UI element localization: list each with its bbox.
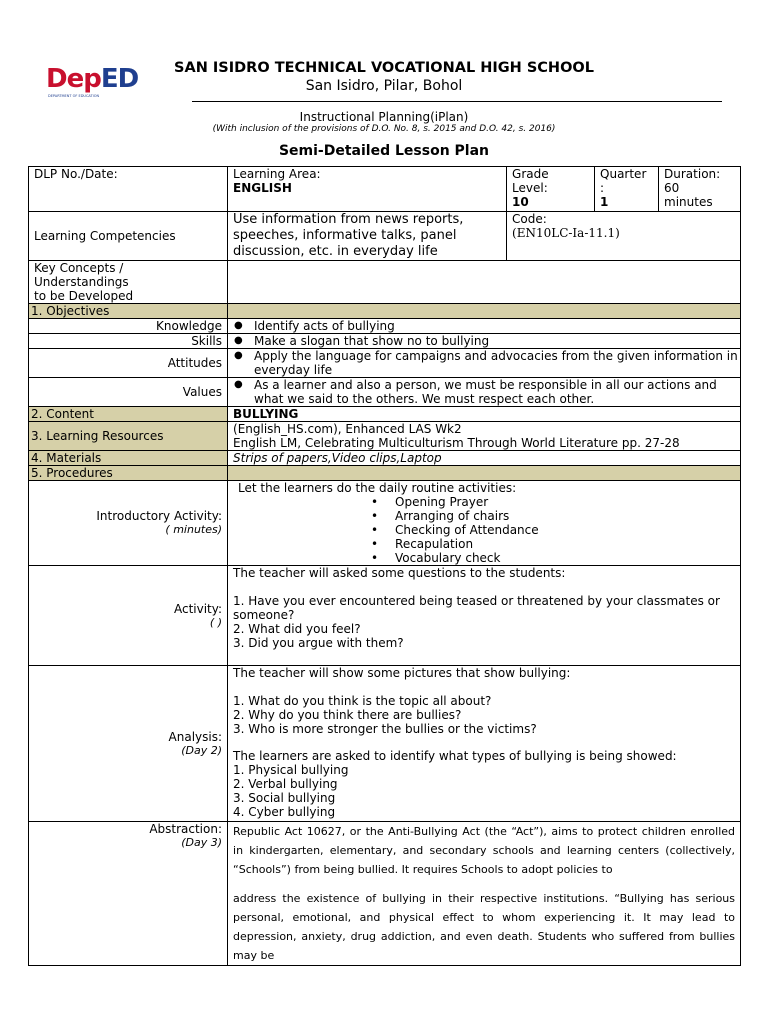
key-concepts-row (29, 261, 741, 304)
header-divider (192, 101, 722, 102)
content-value: BULLYING (228, 407, 741, 422)
lesson-plan-table (28, 166, 741, 966)
activity-content: The teacher will asked some questions to the students: 1. Have you ever encountered being teased or threatened by your classmates or someone? 2. What did you feel? 3. Did you argue with them? (228, 566, 741, 666)
objectives-heading: 1. Objectives (29, 304, 228, 319)
bullet-icon: ● (234, 350, 243, 361)
school-name: SAN ISIDRO TECHNICAL VOCATIONAL HIGH SCHOOL (174, 60, 594, 76)
attitudes-row (29, 349, 741, 378)
grade-cell: Grade Level: 10 (507, 167, 595, 212)
introductory-content: Let the learners do the daily routine activities: • Opening Prayer • Arranging of chairs • Checking of Attendance • Recapulation • Vocabulary check (228, 481, 741, 566)
abstraction-label: Abstraction: (Day 3) (29, 822, 228, 966)
abstraction-content: Republic Act 10627, or the Anti-Bullying Act (the “Act”), aims to protect children enrolled in kindergarten, elementary, and secondary schools and learning centers (collectively, “Schools”) from being bullied. It requires Schools to adopt policies to address the existence of bullying in their respective institutions. “Bullying has serious personal, emotional, and physical effect to whom experiencing it. It may lead to depression, anxiety, drug addiction, and even death. Students who suffered from bullies may be (228, 822, 741, 966)
values-text: As a learner and also a person, we must be responsible in all our actions and what we said to the others. We must respect each other. (254, 378, 717, 406)
resources-heading: 3. Learning Resources (29, 422, 228, 451)
resources-value: (English_HS.com), Enhanced LAS Wk2 English LM, Celebrating Multiculturism Through World Literature pp. 27-28 (228, 422, 741, 451)
knowledge-row (29, 319, 741, 334)
knowledge-label: Knowledge (29, 319, 228, 334)
list-item: • Opening Prayer (371, 495, 735, 509)
skills-text: Make a slogan that show no to bullying (254, 334, 490, 348)
competencies-label: Learning Competencies (29, 212, 228, 261)
key-concepts-label: Key Concepts / Understandings to be Developed (29, 261, 228, 304)
objectives-header-row (29, 304, 741, 319)
analysis-content: The teacher will show some pictures that show bullying: 1. What do you think is the topic all about? 2. Why do you think there are bullies? 3. Who is more stronger the bullies or the victims? The learners are asked to identify what types of bullying is being showed: 1. Physical bullying 2. Verbal bullying 3. Social bullying 4. Cyber bullying (228, 666, 741, 822)
knowledge-text: Identify acts of bullying (254, 319, 395, 333)
values-label: Values (29, 378, 228, 407)
skills-row (29, 334, 741, 349)
competencies-row (29, 212, 741, 261)
quarter-cell: Quarter : 1 (595, 167, 659, 212)
introductory-row (29, 481, 741, 566)
code-cell: Code: (EN10LC-Ia-11.1) (507, 212, 741, 261)
learning-area-cell: Learning Area: ENGLISH (228, 167, 507, 212)
document-title: Semi-Detailed Lesson Plan (278, 143, 490, 159)
skills-label: Skills (29, 334, 228, 349)
activity-row (29, 566, 741, 666)
procedures-header-row (29, 466, 741, 481)
list-item: • Vocabulary check (371, 551, 735, 565)
materials-value: Strips of papers,Video clips,Laptop (228, 451, 741, 466)
materials-row (29, 451, 741, 466)
attitudes-label: Attitudes (29, 349, 228, 378)
analysis-label: Analysis: (Day 2) (29, 666, 228, 822)
bullet-icon: ● (234, 335, 243, 346)
attitudes-text: Apply the language for campaigns and advocacies from the given information in everyday life (254, 349, 738, 377)
values-row (29, 378, 741, 407)
bullet-icon: ● (234, 379, 243, 390)
list-item: • Checking of Attendance (371, 523, 735, 537)
bullet-icon: ● (234, 320, 243, 331)
dlp-cell: DLP No./Date: (29, 167, 228, 212)
provision-note: (With inclusion of the provisions of D.O. No. 8, s. 2015 and D.O. 42, s. 2016) (212, 124, 556, 134)
activity-label: Activity: ( ) (29, 566, 228, 666)
procedures-heading: 5. Procedures (29, 466, 228, 481)
school-address: San Isidro, Pilar, Bohol (305, 78, 463, 94)
materials-heading: 4. Materials (29, 451, 228, 466)
content-heading: 2. Content (29, 407, 228, 422)
competencies-text: Use information from news reports, speeches, informative talks, panel discussion, etc. in everyday life (228, 212, 507, 261)
info-row (29, 167, 741, 212)
resources-row (29, 422, 741, 451)
deped-logo-subtitle: DEPARTMENT OF EDUCATION (48, 94, 100, 98)
list-item: • Arranging of chairs (371, 509, 735, 523)
deped-logo-text: DepED (46, 64, 139, 94)
analysis-row (29, 666, 741, 822)
abstraction-row (29, 822, 741, 966)
content-row (29, 407, 741, 422)
list-item: • Recapulation (371, 537, 735, 551)
key-concepts-value (228, 261, 741, 304)
routine-list (233, 495, 735, 565)
duration-cell: Duration: 60 minutes (659, 167, 741, 212)
introductory-label: Introductory Activity: ( minutes) (29, 481, 228, 566)
plan-type: Instructional Planning(iPlan) (299, 110, 469, 124)
